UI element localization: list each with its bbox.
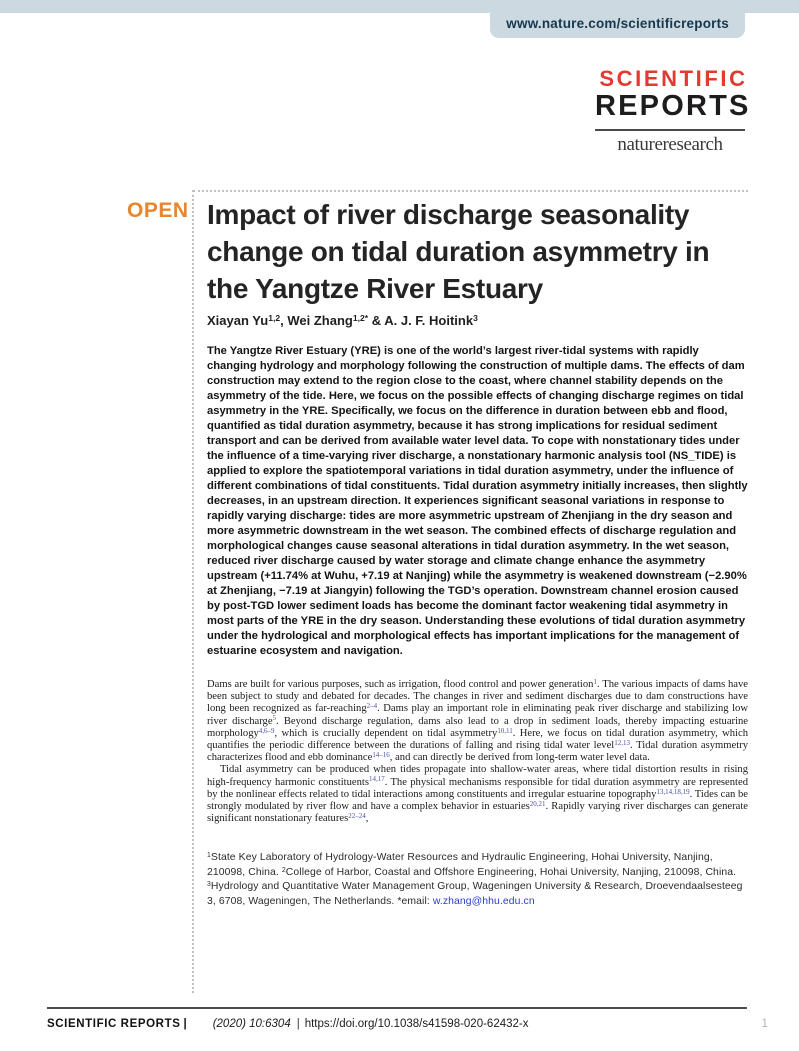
reference-citation[interactable]: 13,14,18,19: [656, 787, 690, 796]
journal-url-badge[interactable]: [490, 0, 745, 38]
body-paragraph: Dams are built for various purposes, such as irrigation, flood control and power generation$^1$. The various impacts of dams have been subject to study and debated for decades. The changes in river and sediment discharges due to dam constructions have long been recognized as far-reaching$^{2-4}$. Dams play an important role in eliminating peak river discharge and stabilizing low river discharge$^5$. Beyond discharge regulation, dams also lead to a drop in sediment loads, thereby impacting estuarine morphology$^{4,6-9}$, which is crucially dependent on tidal asymmetry$^{10,11}$. Here, we focus on tidal duration asymmetry, which quantifies the periodic difference between the durations of falling and rising tidal water level$^{12,13}$. Tidal duration asymmetry characterizes flood and ebb dominance$^{14-16}$, and can directly be derived from long-term water level data.: [207, 677, 749, 764]
open-access-label: OPEN: [127, 199, 189, 222]
reference-citation[interactable]: 10,11: [497, 726, 513, 735]
body-paragraph: Tidal asymmetry can be produced when tides propagate into shallow-water areas, where tidal distortion results in rising high-frequency harmonic constituents$^{14,17}$. The physical mechanisms responsible for tidal duration asymmetry are represented by the nonlinear effects related to tidal interactions among constituents and irregular estuarine topography$^{13,14,18,19}$. Tides can be strongly modulated by river flow and have a complex behavior in estuaries$^{20,21}$. Rapidly varying river discharges can generate significant nonstationary features$^{22-24}$,: [207, 764, 749, 825]
article-column: [207, 196, 748, 908]
affiliation-superscript: 1: [207, 852, 211, 860]
logo-scientific-text: SCIENTIFIC: [599, 66, 748, 91]
reference-citation[interactable]: 4,6–9: [258, 726, 275, 735]
email-link[interactable]: w.zhang@hhu.edu.cn: [432, 895, 535, 907]
reference-citation[interactable]: 14,17: [368, 775, 385, 784]
logo-reports-text: REPORTS: [595, 90, 751, 122]
reference-citation[interactable]: 20,21: [529, 799, 546, 808]
journal-logo: [595, 66, 751, 156]
affiliation-superscript: 1,2: [268, 313, 281, 324]
title-top-dotted-rule: [193, 190, 748, 192]
page-number: 1: [761, 1016, 768, 1030]
abstract-text: The Yangtze River Estuary (YRE) is one of the world’s largest river-tidal systems with rapidly changing hydrology and morphology following the construction of multiple dams. The effects of dam construction may extend to the region close to the coast, where channel stability depends on the asymmetry of the tide. Here, we focus on the possible effects of changing discharge regimes on tidal asymmetry in the YRE. Specifically, we focus on the difference in duration between ebb and flood, quantified as tidal duration asymmetry, because it has strong implications for residual sediment transport and can be derived from available water level data. To cope with nonstationary tides under the influence of a time-varying river discharge, a nonstationary harmonic analysis tool (NS_TIDE) is applied to explore the spatiotemporal variations in tidal duration asymmetry, under the influence of different combinations of tidal constituents. Tidal duration asymmetry initially increases, then slightly decreases, in an upstream direction. It experiences significant seasonal variations in response to rapidly varying discharge: tides are more asymmetric upstream of Zhenjiang in the dry season and more asymmetric downstream in the wet season. The combined effects of discharge regulation and morphological changes cause seasonal alterations in tidal duration asymmetry. In the wet season, reduced river discharge caused by water storage and climate change enhance the asymmetry upstream (+11.74% at Wuhu, +7.19 at Nanjing) while the asymmetry is weakened downstream (−2.90% at Zhenjiang, −7.19 at Jiangyin) following the TGD’s operation. Downstream channel erosion caused by post-TGD lower sediment loads has become the dominant factor weakening tidal asymmetry in most parts of the YRE in the dry season. Understanding these evolutions of tidal duration asymmetry under the hydrological and morphological effects has important implications for the management of estuarine ecosystem and navigation.: [207, 345, 748, 657]
reference-citation[interactable]: 12,13: [614, 738, 630, 747]
reference-citation[interactable]: 1: [593, 677, 597, 686]
footer-separator: |: [296, 1018, 300, 1030]
journal-url-text[interactable]: www.nature.com/scientificreports: [506, 16, 729, 31]
reference-citation[interactable]: 2–4: [366, 702, 378, 711]
affiliation-superscript: 3: [473, 313, 478, 324]
footer-citation: (2020) 10:6304: [212, 1018, 291, 1030]
affiliation-superscript: 2: [281, 866, 286, 874]
footer-rule: [47, 1007, 747, 1009]
logo-divider-rule: [595, 129, 745, 131]
affiliation-superscript: 3: [207, 881, 211, 889]
affiliations-footnote: $^1$State Key Laboratory of Hydrology-Water Resources and Hydraulic Engineering, Hohai University, Nanjing, 210098, China. $^2$College of Harbor, Coastal and Offshore Engineering, Hohai University, Nanjing, 210098, China. $^3$Hydrology and Quantitative Water Management Group, Wageningen University & Research, Droevendaalsesteeg 3, 6708, Wageningen, The Netherlands. *email: w.zhang@hhu.edu.cn: [207, 852, 743, 907]
reference-citation[interactable]: 22–24: [348, 812, 366, 821]
page-footer: [47, 1016, 768, 1030]
margin-dotted-rule: [192, 190, 194, 993]
doi-link[interactable]: https://doi.org/10.1038/s41598-020-62432-x: [304, 1018, 529, 1030]
nature-research-brand: natureresearch: [617, 134, 723, 155]
footer-journal-name: SCIENTIFIC REPORTS: [47, 1018, 181, 1030]
article-title: Impact of river discharge seasonality change on tidal duration asymmetry in the Yangtze River Estuary: [207, 199, 710, 304]
reference-citation[interactable]: 5: [272, 714, 277, 723]
body-text: [207, 679, 748, 825]
author-list: Xiayan Yu$^{1,2}$, Wei Zhang$^{1,2*}$ & A. J. F. Hoitink$^3$: [207, 313, 478, 328]
reference-citation[interactable]: 14–16: [372, 751, 390, 760]
footer-separator: |: [183, 1018, 187, 1030]
affiliation-superscript: 1,2*: [352, 313, 369, 324]
